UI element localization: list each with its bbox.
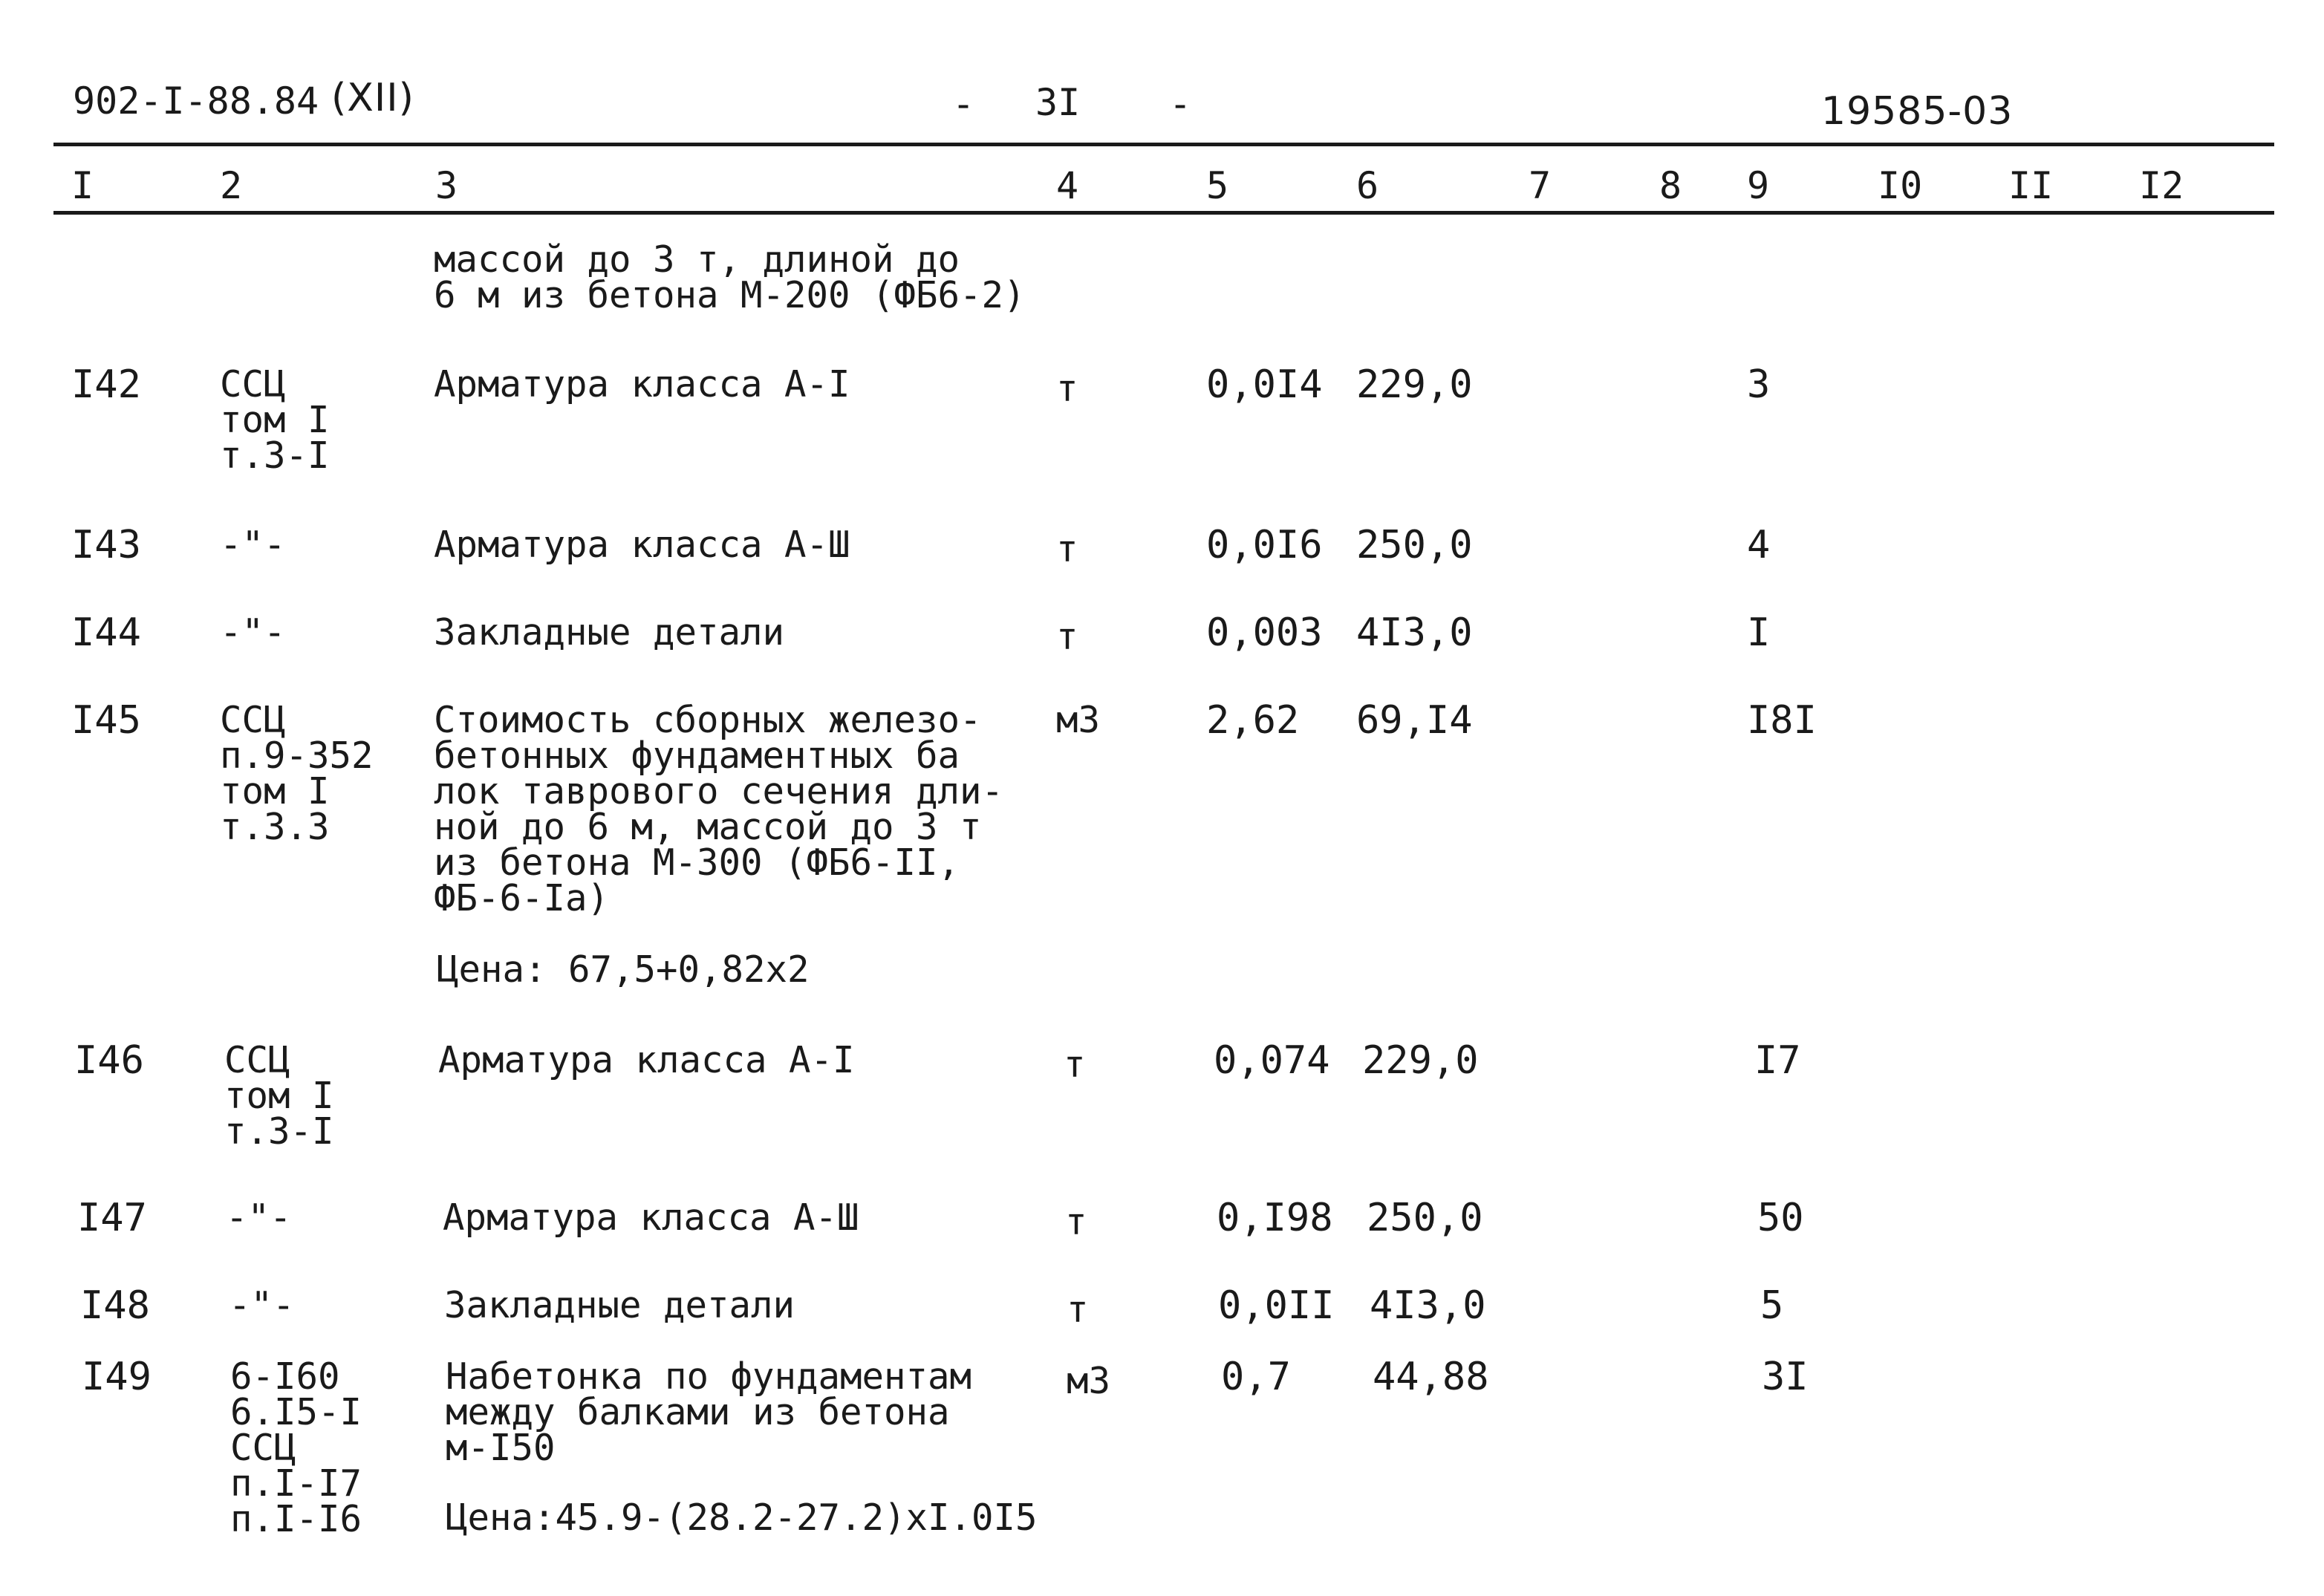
row-reference xyxy=(220,524,286,566)
row-number: I45 xyxy=(71,698,141,743)
row-description xyxy=(444,1284,795,1326)
col-header-2: 2 xyxy=(220,164,243,207)
description-line: ной до 6 м, массой до 3 т xyxy=(434,806,982,848)
header-rule xyxy=(53,211,2274,215)
row-price: 250,0 xyxy=(1356,523,1473,567)
reference-line: -"- xyxy=(226,1196,292,1239)
row-description xyxy=(446,1355,972,1469)
row-total: 3 xyxy=(1747,362,1771,407)
description-line: Арматура класса А-Ш xyxy=(434,524,850,566)
row-quantity: 0,0I6 xyxy=(1206,523,1323,567)
row-description xyxy=(434,524,850,566)
row-description xyxy=(443,1196,859,1239)
col-header-12: I2 xyxy=(2139,164,2184,207)
row-unit: т xyxy=(1056,528,1078,570)
reference-line: п.I-I6 xyxy=(230,1498,362,1540)
row-number: I48 xyxy=(80,1283,150,1328)
row-number: I46 xyxy=(74,1038,144,1083)
reference-line: -"- xyxy=(229,1284,295,1326)
reference-line: ССЦ xyxy=(230,1427,296,1469)
row-number: I43 xyxy=(71,523,141,567)
continuation-text xyxy=(434,238,1026,316)
row-price: 4I3,0 xyxy=(1370,1283,1486,1328)
page-number: 3I xyxy=(1035,81,1081,124)
reference-line: ССЦ xyxy=(220,363,286,405)
reference-line: 6.I5-I xyxy=(230,1391,362,1433)
description-line: из бетона М-300 (ФБ6-II, xyxy=(434,841,960,884)
col-header-4: 4 xyxy=(1056,164,1079,207)
description-line: м-I50 xyxy=(446,1427,556,1469)
row-price: 69,I4 xyxy=(1356,698,1473,743)
row-price: 4I3,0 xyxy=(1356,610,1473,655)
col-header-9: 9 xyxy=(1747,164,1770,207)
description-line: Арматура класса А-Ш xyxy=(443,1196,859,1239)
row-quantity: 0,7 xyxy=(1221,1355,1291,1399)
reference-line: 6-I60 xyxy=(230,1355,340,1398)
description-line: Арматура класса А-I xyxy=(438,1039,855,1081)
description-line: Закладные детали xyxy=(434,611,785,654)
document-code: 902-I-88.84 xyxy=(73,79,319,123)
reference-line: т.3-I xyxy=(224,1110,334,1153)
row-unit: т xyxy=(1067,1289,1089,1331)
description-line: ФБ-6-Iа) xyxy=(434,877,610,919)
row-price: 229,0 xyxy=(1362,1038,1479,1083)
description-line: Арматура класса А-I xyxy=(434,363,850,405)
row-unit: т xyxy=(1064,1043,1086,1086)
reference-line: -"- xyxy=(220,524,286,566)
reference-line: том I xyxy=(224,1075,334,1117)
reference-line: т.3-I xyxy=(220,434,330,477)
row-number: I49 xyxy=(82,1355,152,1399)
price-note: Цена:45.9-(28.2-27.2)хI.0I5 xyxy=(446,1496,1038,1539)
price-note: Цена: 67,5+0,82х2 xyxy=(437,948,810,991)
row-reference xyxy=(230,1355,362,1540)
description-line: Стоимость сборных железо- xyxy=(434,699,982,741)
reference-line: том I xyxy=(220,399,330,441)
row-reference xyxy=(226,1196,292,1239)
row-total: I8I xyxy=(1747,698,1817,743)
row-unit: т xyxy=(1065,1201,1087,1243)
row-number: I44 xyxy=(71,610,141,655)
col-header-7: 7 xyxy=(1529,164,1552,207)
reference-line: том I xyxy=(220,770,330,812)
description-line: между балками из бетона xyxy=(446,1391,950,1433)
col-header-8: 8 xyxy=(1659,164,1682,207)
sheet-id: 19585-03 xyxy=(1821,89,2014,134)
top-rule xyxy=(53,143,2274,146)
row-quantity: 0,0I4 xyxy=(1206,362,1323,407)
row-unit: м3 xyxy=(1056,699,1101,741)
row-description xyxy=(438,1039,855,1081)
description-line: Набетонка по фундаментам xyxy=(446,1355,972,1398)
row-quantity: 0,0II xyxy=(1218,1283,1335,1328)
row-total: I7 xyxy=(1754,1038,1801,1083)
col-header-10: I0 xyxy=(1878,164,1923,207)
row-description xyxy=(434,611,785,654)
reference-line: п.9-352 xyxy=(220,735,374,777)
description-line: Закладные детали xyxy=(444,1284,795,1326)
reference-line: ССЦ xyxy=(224,1039,290,1081)
document-part: (XII) xyxy=(331,76,414,120)
description-line: лок таврового сечения дли- xyxy=(434,770,1004,812)
row-total: I xyxy=(1747,610,1771,655)
col-header-6: 6 xyxy=(1356,164,1379,207)
row-total: 5 xyxy=(1760,1283,1784,1328)
continuation-line: массой до 3 т, длиной до xyxy=(434,238,960,281)
row-unit: т xyxy=(1056,368,1078,410)
row-number: I47 xyxy=(77,1196,147,1240)
reference-line: ССЦ xyxy=(220,699,286,741)
row-total: 50 xyxy=(1757,1196,1804,1240)
page-dash-right: - xyxy=(1169,82,1192,126)
row-price: 250,0 xyxy=(1367,1196,1483,1240)
description-line: бетонных фундаментных ба xyxy=(434,735,960,777)
row-total: 4 xyxy=(1747,523,1771,567)
col-header-3: 3 xyxy=(435,164,458,207)
row-reference xyxy=(220,699,374,848)
row-reference xyxy=(224,1039,334,1153)
row-quantity: 2,62 xyxy=(1206,698,1300,743)
col-header-11: II xyxy=(2008,164,2054,207)
reference-line: т.3.3 xyxy=(220,806,330,848)
row-price: 44,88 xyxy=(1373,1355,1489,1399)
reference-line: -"- xyxy=(220,611,286,654)
row-number: I42 xyxy=(71,362,141,407)
row-unit: т xyxy=(1056,616,1078,658)
page-dash-left: - xyxy=(952,82,975,126)
col-header-5: 5 xyxy=(1206,164,1229,207)
row-price: 229,0 xyxy=(1356,362,1473,407)
row-quantity: 0,074 xyxy=(1214,1038,1330,1083)
row-unit: м3 xyxy=(1067,1360,1111,1402)
row-reference xyxy=(220,611,286,654)
continuation-line: 6 м из бетона М-200 (ФБ6-2) xyxy=(434,274,1026,316)
row-description xyxy=(434,699,1004,919)
row-quantity: 0,003 xyxy=(1206,610,1323,655)
reference-line: п.I-I7 xyxy=(230,1462,362,1505)
row-quantity: 0,I98 xyxy=(1217,1196,1333,1240)
row-reference xyxy=(220,363,330,477)
row-total: 3I xyxy=(1762,1355,1809,1399)
row-description xyxy=(434,363,850,405)
col-header-1: I xyxy=(71,164,94,207)
row-reference xyxy=(229,1284,295,1326)
